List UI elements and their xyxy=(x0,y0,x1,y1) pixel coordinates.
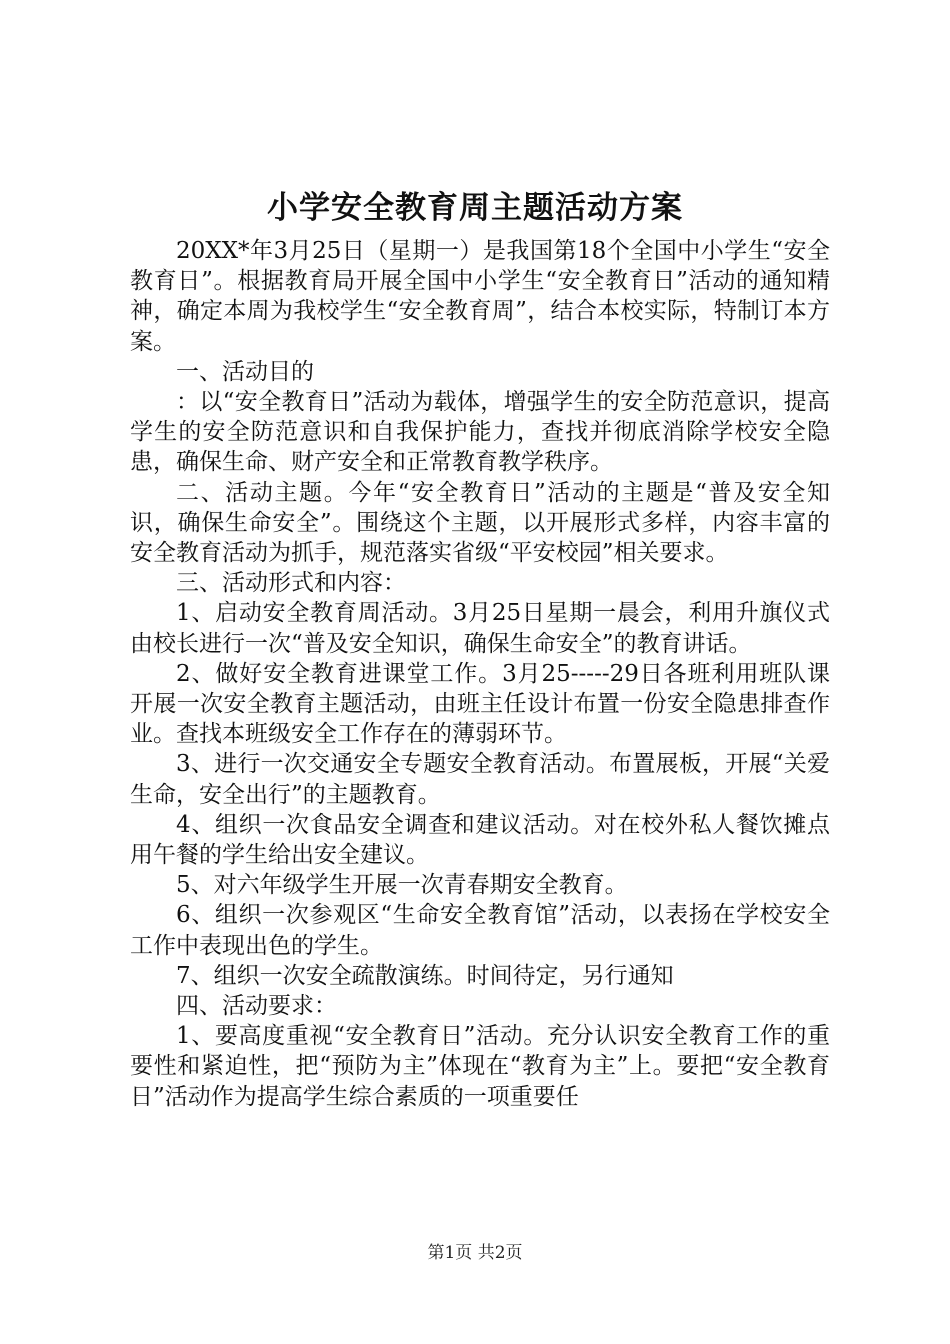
list-item: 2、做好安全教育进课堂工作。3月25-----29日各班利用班队课开展一次安全教育主题活动，由班主任设计布置一份安全隐患排查作业。查找本班级安全工作存在的薄弱环节。 xyxy=(130,660,830,748)
paragraph-purpose: ：以“安全教育日”活动为载体，增强学生的安全防范意识，提高学生的安全防范意识和自我保护能力，查找并彻底消除学校安全隐患，确保生命、财产安全和正常教育教学秩序。 xyxy=(130,389,830,476)
list-item: 4、组织一次食品安全调查和建议活动。对在校外私人餐饮摊点用午餐的学生给出安全建议。 xyxy=(130,811,830,869)
paragraph-theme: 二、活动主题。今年“安全教育日”活动的主题是“普及安全知识，确保生命安全”。围绕这个主题，以开展形式多样，内容丰富的安全教育活动为抓手，规范落实省级“平安校园”相关要求。 xyxy=(130,479,830,567)
heading-forms: 三、活动形式和内容： xyxy=(176,570,406,597)
heading-purpose: 一、活动目的 xyxy=(176,358,314,385)
list-item: 5、对六年级学生开展一次青春期安全教育。 xyxy=(176,872,628,899)
list-item: 3、进行一次交通安全专题安全教育活动。布置展板，开展“关爱生命，安全出行”的主题教育。 xyxy=(130,751,830,808)
paragraph-intro: 20XX*年3月25日（星期一）是我国第18个全国中小学生“安全教育日”。根据教育局开展全国中小学生“安全教育日”活动的通知精神，确定本周为我校学生“安全教育周”，结合本校实际，特制订本方案。 xyxy=(130,238,830,355)
list-item: 1、要高度重视“安全教育日”活动。充分认识安全教育工作的重要性和紧迫性，把“预防为主”体现在“教育为主”上。要把“安全教育日”活动作为提高学生综合素质的一项重要任 xyxy=(130,1023,830,1110)
heading-requirements: 四、活动要求： xyxy=(176,993,337,1020)
document-body xyxy=(130,236,830,1112)
page-footer: 第1页 共2页 xyxy=(427,1243,523,1263)
list-item: 1、启动安全教育周活动。3月25日星期一晨会，利用升旗仪式由校长进行一次“普及安全知识，确保生命安全”的教育讲话。 xyxy=(130,600,830,657)
document-title: 小学安全教育周主题活动方案 xyxy=(267,190,683,226)
list-item: 7、组织一次安全疏散演练。时间待定，另行通知 xyxy=(176,962,674,989)
list-item: 6、组织一次参观区“生命安全教育馆”活动，以表扬在学校安全工作中表现出色的学生。 xyxy=(130,902,830,959)
